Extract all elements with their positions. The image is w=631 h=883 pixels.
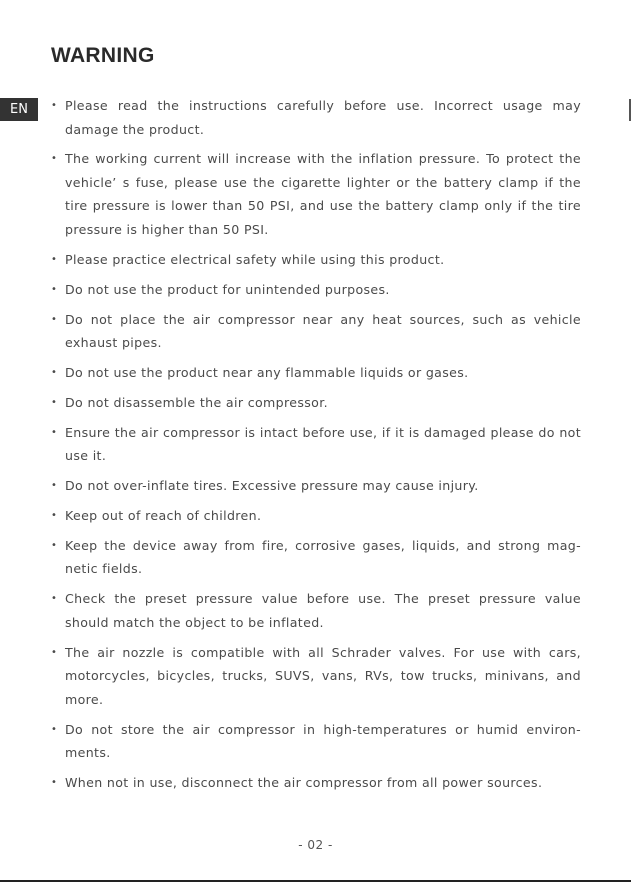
warning-text: Do not store the air compressor in high-temperatures or humid environ-ments.	[65, 721, 581, 761]
warning-list	[49, 94, 581, 801]
bullet-icon: •	[51, 539, 58, 551]
warning-text: The air nozzle is compatible with all Schrader valves. For use with cars, motorcycles, bicycles, trucks, SUVS, vans, RVs, tow trucks, minivans, and more.	[65, 644, 581, 707]
bullet-icon: •	[51, 100, 58, 111]
warning-item	[49, 278, 581, 302]
warning-text: The working current will increase with the inflation pressure. To protect the vehicle’ s fuse, please use the cigarette lighter or the battery clamp if the tire pressure is lower than 50 PSI, and use the battery clamp only if the tire pressure is higher than 50 PSI.	[65, 151, 581, 237]
warning-item	[49, 534, 581, 581]
bullet-icon: •	[51, 723, 58, 735]
warning-text: Do not place the air compressor near any heat sources, such as vehicle exhaust pipes.	[65, 311, 581, 351]
warning-item	[49, 421, 581, 468]
warning-text: Please read the instructions carefully before use. Incorrect usage may damage the product.	[65, 98, 581, 137]
warning-text: Do not use the product near any flammable liquids or gases.	[65, 364, 469, 380]
bullet-icon: •	[51, 426, 58, 438]
warning-text: Keep out of reach of children.	[65, 508, 262, 524]
warning-item	[49, 504, 581, 528]
bullet-icon: •	[51, 253, 58, 265]
bottom-rule	[0, 880, 631, 882]
warning-text: Do not over-inflate tires. Excessive pressure may cause injury.	[65, 478, 479, 494]
warning-item	[49, 361, 581, 385]
warning-item	[49, 641, 581, 712]
warning-text: When not in use, disconnect the air compressor from all power sources.	[65, 774, 543, 790]
page-number: - 02 -	[298, 838, 333, 852]
bullet-icon: •	[51, 396, 58, 408]
bullet-icon: •	[51, 283, 58, 295]
bullet-icon: •	[51, 646, 58, 658]
warning-text: Do not use the product for unintended purposes.	[65, 281, 390, 297]
warning-item	[49, 308, 581, 355]
bullet-icon: •	[51, 510, 58, 522]
warning-item	[49, 718, 581, 765]
warning-item	[49, 147, 581, 241]
warning-text: Keep the device away from fire, corrosive gases, liquids, and strong mag-netic fields.	[65, 537, 581, 577]
warning-text: Do not disassemble the air compressor.	[65, 394, 328, 410]
page-title: WARNING	[51, 44, 155, 67]
bullet-icon: •	[51, 313, 58, 325]
warning-item	[49, 587, 581, 634]
warning-text: Check the preset pressure value before use. The preset pressure value should match the object to be inflated.	[65, 591, 581, 630]
warning-item	[49, 94, 581, 141]
language-tab: EN	[0, 98, 38, 121]
warning-text: Please practice electrical safety while using this product.	[65, 251, 445, 267]
bullet-icon: •	[51, 153, 58, 165]
warning-item	[49, 474, 581, 498]
bullet-icon: •	[51, 480, 58, 492]
warning-item	[49, 771, 581, 795]
warning-item	[49, 391, 581, 415]
warning-item	[49, 248, 581, 272]
bullet-icon: •	[51, 776, 58, 788]
bullet-icon: •	[51, 593, 58, 605]
bullet-icon: •	[51, 366, 58, 378]
warning-text: Ensure the air compressor is intact before use, if it is damaged please do not use it.	[65, 424, 581, 464]
